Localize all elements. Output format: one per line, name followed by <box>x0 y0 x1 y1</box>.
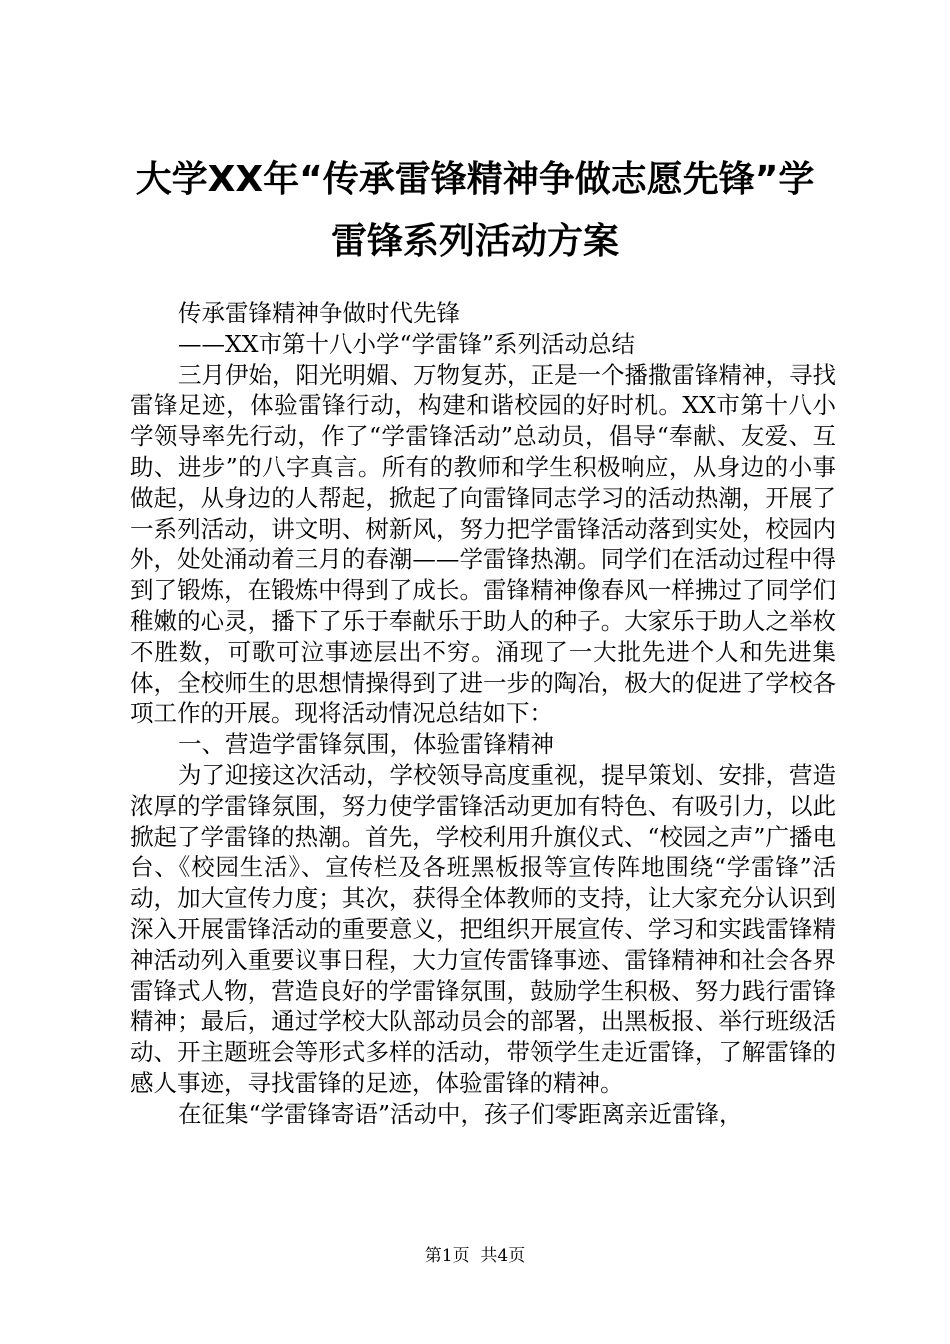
page-total: 共4页 <box>480 1246 526 1266</box>
document-body <box>130 298 836 1130</box>
document-title-line-2: 雷锋系列活动方案 <box>330 221 619 262</box>
subtitle-school: ——XX市第十八小学“学雷锋”系列活动总结 <box>178 329 635 358</box>
subtitle: 传承雷锋精神争做时代先锋 <box>178 299 460 327</box>
document-title-line-1: 大学XX年“传承雷锋精神争做志愿先锋”学 <box>135 159 815 200</box>
paragraph-continued: 在征集“学雷锋寄语”活动中，孩子们零距离亲近雷锋， <box>178 1099 743 1128</box>
page-footer <box>0 1246 950 1266</box>
paragraph-section-1: 为了迎接这次活动，学校领导高度重视，提早策划、安排，营造浓厚的学雷锋氛围，努力使学雷锋活动更加有特色、有吸引力，以此掀起了学雷锋的热潮。首先，学校利用升旗仪式、“校园之声”广播电台、《校园生活》、宣传栏及各班黑板报等宣传阵地围绕“学雷锋”活动，加大宣传力度；其次，获得全体教师的支持，让大家充分认识到深入开展雷锋活动的重要意义，把组织开展宣传、学习和实践雷锋精神活动列入重要议事日程，大力宣传雷锋事迹、雷锋精神和社会各界雷锋式人物，营造良好的学雷锋氛围，鼓励学生积极、努力践行雷锋精神；最后，通过学校大队部动员会的部署，出黑板报、举行班级活动、开主题班会等形式多样的活动，带领学生走近雷锋，了解雷锋的感人事迹，寻找雷锋的足迹，体验雷锋的精神。 <box>130 760 836 1097</box>
page-number: 第1页 <box>424 1246 470 1266</box>
paragraph-intro: 三月伊始，阳光明媚、万物复苏，正是一个播撒雷锋精神，寻找雷锋足迹，体验雷锋行动，构建和谐校园的好时机。XX市第十八小学领导率先行动，作了“学雷锋活动”总动员，倡导“奉献、友爱、互助、进步”的八字真言。所有的教师和学生积极响应，从身边的小事做起，从身边的人帮起，掀起了向雷锋同志学习的活动热潮，开展了一系列活动，讲文明、树新风，努力把学雷锋活动落到实处，校园内外，处处涌动着三月的春潮——学雷锋热潮。同学们在活动过程中得到了锻炼，在锻炼中得到了成长。雷锋精神像春风一样拂过了同学们稚嫩的心灵，播下了乐于奉献乐于助人的种子。大家乐于助人之举枚不胜数，可歌可泣事迹层出不穷。涌现了一大批先进个人和先进集体，全校师生的思想情操得到了进一步的陶冶，极大的促进了学校各项工作的开展。现将活动情况总结如下： <box>130 360 836 728</box>
section-heading-1: 一、营造学雷锋氛围，体验雷锋精神 <box>178 730 554 759</box>
